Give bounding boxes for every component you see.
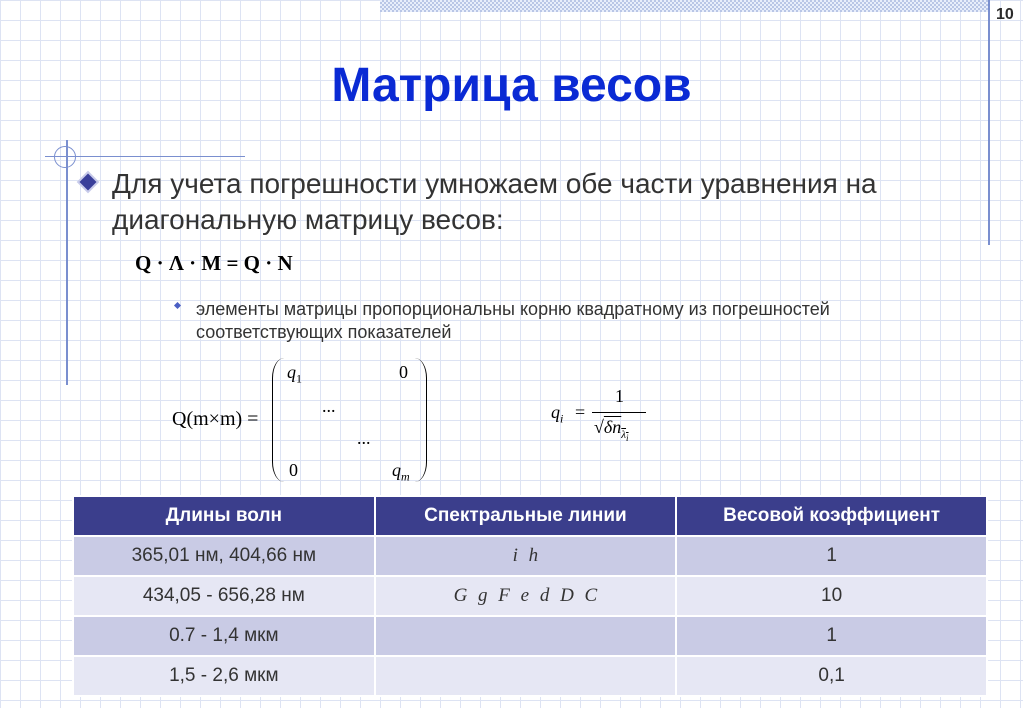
weight-numerator: 1 [615,386,624,406]
matrix-dots-1: ... [322,396,336,416]
table-cell: 0,1 [676,656,987,696]
weights-table [72,495,988,697]
matrix-top-right-zero: 0 [399,362,408,382]
table-row [73,616,987,656]
matrix-left-paren [272,358,285,482]
table-header: Длины волн [73,496,375,536]
table-cell: 365,01 нм, 404,66 нм [73,536,375,576]
matrix-q1: $q_1$ [287,362,302,386]
table-cell [375,656,677,696]
decorative-circle [54,146,76,168]
slide-number: 10 [996,6,1014,23]
table-row [73,656,987,696]
matrix-bottom-left-zero: 0 [289,460,298,480]
table-cell: 10 [676,576,987,616]
bullet-text: Для учета погрешности умножаем обе части уравнения на диагональную матрицу весов: [112,168,877,235]
sub-bullet-icon [174,302,181,309]
matrix-label: Q(m×m) = [172,408,259,430]
weight-denominator: $√\delta n_{\lambda_i}$ [594,417,629,443]
sub-bullet-text: элементы матрицы пропорциональны корню квадратному из погрешностей соответствующих показателей [196,299,830,342]
table-row [73,576,987,616]
table-cell: 434,05 - 656,28 нм [73,576,375,616]
weight-lhs: $q_i$ [551,402,564,426]
table-cell: 1 [676,536,987,576]
table-cell: 0.7 - 1,4 мкм [73,616,375,656]
table-cell: 1 [676,616,987,656]
matrix-qm: $q_m$ [392,460,410,484]
slide-title: Матрица весов [331,59,692,112]
decorative-left-line [66,140,68,385]
equation-formula: Q · Λ · M = Q · N [135,251,293,275]
matrix-right-paren [414,358,427,482]
table-cell: 1,5 - 2,6 мкм [73,656,375,696]
table-row [73,536,987,576]
table-cell: G g F e d D C [375,576,677,616]
weight-equals: = [575,402,586,422]
table-header-row [73,496,987,536]
decorative-top-strip [380,0,990,12]
table-header: Весовой коэффициент [676,496,987,536]
table-header: Спектральные линии [375,496,677,536]
decorative-right-line [988,0,990,245]
table-cell [375,616,677,656]
sqrt-icon: √ [594,417,604,437]
matrix-dots-2: ... [357,428,371,448]
table-cell: i h [375,536,677,576]
bullet-diamond-icon [80,174,97,191]
fraction-bar [592,412,646,413]
